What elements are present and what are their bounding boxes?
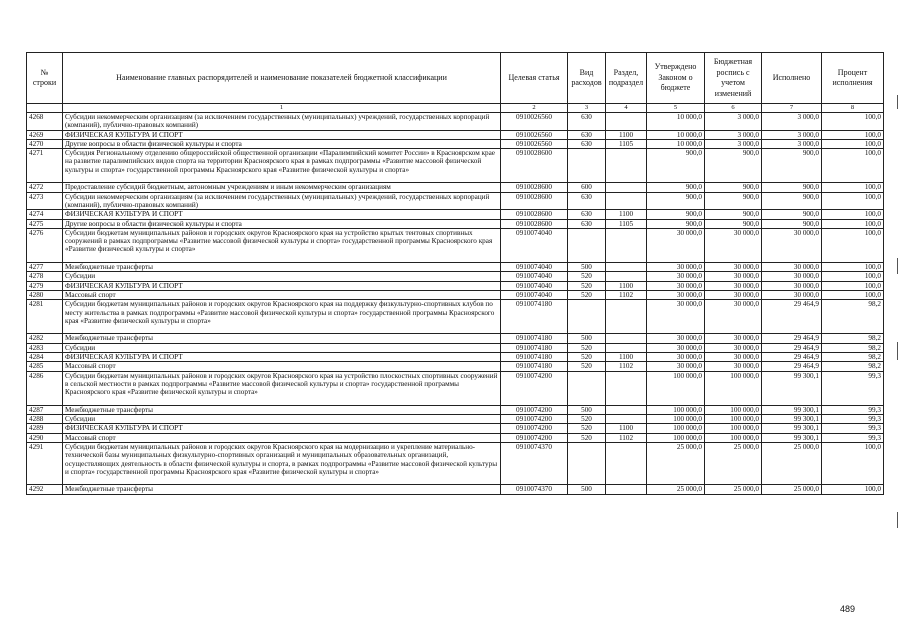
percent-cell: 100,0 xyxy=(822,281,884,290)
target-code-cell: 0910028600 xyxy=(501,192,568,210)
row-name-cell: Субсидии некоммерческим организациям (за исключением государственных (муниципальных) учреждений, государственных корпораций (компаний), публично-правовых компаний) xyxy=(63,113,501,131)
approved-amount-cell: 30 000,0 xyxy=(647,300,705,334)
table-row xyxy=(27,362,884,371)
percent-cell: 100,0 xyxy=(822,130,884,139)
column-number: 5 xyxy=(647,104,705,113)
budget-list-amount-cell: 30 000,0 xyxy=(705,343,762,352)
approved-amount-cell: 30 000,0 xyxy=(647,272,705,281)
section-code-cell: 1100 xyxy=(606,424,647,433)
executed-amount-cell: 29 464,9 xyxy=(762,300,822,334)
row-name-cell: Субсидии xyxy=(63,415,501,424)
percent-cell: 99,3 xyxy=(822,371,884,405)
target-code-cell: 0910026560 xyxy=(501,139,568,148)
section-code-cell xyxy=(606,300,647,334)
target-code-cell: 0910028600 xyxy=(501,219,568,228)
target-code-cell: 0910074200 xyxy=(501,424,568,433)
executed-amount-cell: 3 000,0 xyxy=(762,139,822,148)
header-executed: Исполнено xyxy=(762,53,822,104)
approved-amount-cell: 100 000,0 xyxy=(647,424,705,433)
target-code-cell: 0910074200 xyxy=(501,371,568,405)
table-row xyxy=(27,192,884,210)
percent-cell: 100,0 xyxy=(822,263,884,272)
target-code-cell: 0910074200 xyxy=(501,433,568,442)
expense-type-cell: 520 xyxy=(568,290,606,299)
row-name-cell: Субсидии бюджетам муниципальных районов и городских округов Красноярского края на поддержку физкультурно-спортивных клубов по месту жительства в рамках подпрограммы «Развитие массовой физической культуры и спорта» государственной программы Красноярского края «Развитие физической культуры и спорта» xyxy=(63,300,501,334)
row-number-cell: 4290 xyxy=(27,433,63,442)
percent-cell: 100,0 xyxy=(822,139,884,148)
budget-list-amount-cell: 900,0 xyxy=(705,219,762,228)
budget-list-amount-cell: 25 000,0 xyxy=(705,442,762,485)
row-number-cell: 4274 xyxy=(27,210,63,219)
margin-mark xyxy=(897,342,898,360)
table-row xyxy=(27,290,884,299)
target-code-cell: 0910028600 xyxy=(501,210,568,219)
section-code-cell xyxy=(606,485,647,494)
budget-list-amount-cell: 30 000,0 xyxy=(705,281,762,290)
percent-cell: 100,0 xyxy=(822,113,884,131)
expense-type-cell: 500 xyxy=(568,334,606,343)
section-code-cell: 1105 xyxy=(606,139,647,148)
executed-amount-cell: 30 000,0 xyxy=(762,281,822,290)
budget-list-amount-cell: 25 000,0 xyxy=(705,485,762,494)
header-name: Наименование главных распорядителей и наименование показателей бюджетной классификации xyxy=(63,53,501,104)
row-number-cell: 4285 xyxy=(27,362,63,371)
approved-amount-cell: 30 000,0 xyxy=(647,228,705,262)
expense-type-cell: 520 xyxy=(568,433,606,442)
row-number-cell: 4278 xyxy=(27,272,63,281)
budget-list-amount-cell: 900,0 xyxy=(705,192,762,210)
percent-cell: 99,3 xyxy=(822,415,884,424)
section-code-cell: 1100 xyxy=(606,130,647,139)
section-code-cell xyxy=(606,405,647,414)
percent-cell: 100,0 xyxy=(822,485,884,494)
row-number-cell: 4292 xyxy=(27,485,63,494)
row-number-cell: 4269 xyxy=(27,130,63,139)
budget-list-amount-cell: 100 000,0 xyxy=(705,371,762,405)
table-row xyxy=(27,334,884,343)
section-code-cell: 1105 xyxy=(606,219,647,228)
column-number: 6 xyxy=(705,104,762,113)
approved-amount-cell: 900,0 xyxy=(647,149,705,183)
column-number: 2 xyxy=(501,104,568,113)
percent-cell: 100,0 xyxy=(822,219,884,228)
row-name-cell: Субсидии xyxy=(63,343,501,352)
row-number-cell: 4289 xyxy=(27,424,63,433)
approved-amount-cell: 30 000,0 xyxy=(647,263,705,272)
executed-amount-cell: 900,0 xyxy=(762,183,822,192)
section-code-cell xyxy=(606,442,647,485)
budget-list-amount-cell: 30 000,0 xyxy=(705,362,762,371)
executed-amount-cell: 900,0 xyxy=(762,192,822,210)
budget-list-amount-cell: 100 000,0 xyxy=(705,405,762,414)
column-number: 7 xyxy=(762,104,822,113)
target-code-cell: 0910026560 xyxy=(501,130,568,139)
table-row xyxy=(27,139,884,148)
percent-cell: 100,0 xyxy=(822,228,884,262)
row-name-cell: ФИЗИЧЕСКАЯ КУЛЬТУРА И СПОРТ xyxy=(63,130,501,139)
page-number: 489 xyxy=(840,604,856,614)
table-row xyxy=(27,485,884,494)
executed-amount-cell: 29 464,9 xyxy=(762,353,822,362)
row-name-cell: Межбюджетные трансферты xyxy=(63,334,501,343)
executed-amount-cell: 3 000,0 xyxy=(762,113,822,131)
header-budget-list: Бюджетная роспись с учетом изменений xyxy=(705,53,762,104)
header-section: Раздел, подраздел xyxy=(606,53,647,104)
approved-amount-cell: 30 000,0 xyxy=(647,281,705,290)
percent-cell: 100,0 xyxy=(822,442,884,485)
target-code-cell: 0910074180 xyxy=(501,353,568,362)
target-code-cell: 0910074180 xyxy=(501,343,568,352)
target-code-cell: 0910074040 xyxy=(501,281,568,290)
expense-type-cell xyxy=(568,442,606,485)
section-code-cell xyxy=(606,228,647,262)
executed-amount-cell: 25 000,0 xyxy=(762,485,822,494)
approved-amount-cell: 100 000,0 xyxy=(647,415,705,424)
expense-type-cell: 600 xyxy=(568,183,606,192)
budget-list-amount-cell: 30 000,0 xyxy=(705,272,762,281)
row-name-cell: Массовый спорт xyxy=(63,362,501,371)
expense-type-cell xyxy=(568,149,606,183)
percent-cell: 100,0 xyxy=(822,272,884,281)
executed-amount-cell: 29 464,9 xyxy=(762,334,822,343)
expense-type-cell: 630 xyxy=(568,139,606,148)
row-number-cell: 4268 xyxy=(27,113,63,131)
approved-amount-cell: 30 000,0 xyxy=(647,353,705,362)
column-number: 4 xyxy=(606,104,647,113)
table-row xyxy=(27,442,884,485)
percent-cell: 98,2 xyxy=(822,300,884,334)
budget-list-amount-cell: 30 000,0 xyxy=(705,334,762,343)
header-row-no: № строки xyxy=(27,53,63,104)
budget-list-amount-cell: 3 000,0 xyxy=(705,113,762,131)
table-row xyxy=(27,228,884,262)
row-name-cell: Субсидии бюджетам муниципальных районов и городских округов Красноярского края на модернизацию и укрепление материально-технической базы муниципальных физкультурно-спортивных организаций и муниципальных образовательных организаций, осуществляющих деятельность в области физической культуры и спорта, в рамках подпрограммы «Развитие массовой физической культуры и спорта» государственной программы Красноярского края «Развитие физической культуры и спорта» xyxy=(63,442,501,485)
row-name-cell: Субсидии бюджетам муниципальных районов и городских округов Красноярского края на устройство крытых тентовых спортивных сооружений в рамках подпрограммы «Развитие массовой физической культуры и спорта» государственной программы Красноярского края «Развитие физической культуры и спорта» xyxy=(63,228,501,262)
executed-amount-cell: 99 300,1 xyxy=(762,415,822,424)
expense-type-cell: 520 xyxy=(568,362,606,371)
target-code-cell: 0910074200 xyxy=(501,415,568,424)
executed-amount-cell: 99 300,1 xyxy=(762,433,822,442)
approved-amount-cell: 900,0 xyxy=(647,219,705,228)
approved-amount-cell: 100 000,0 xyxy=(647,405,705,414)
table-header-row xyxy=(27,53,884,104)
column-number: 1 xyxy=(63,104,501,113)
executed-amount-cell: 99 300,1 xyxy=(762,371,822,405)
row-number-cell: 4277 xyxy=(27,263,63,272)
section-code-cell xyxy=(606,192,647,210)
target-code-cell: 0910028600 xyxy=(501,149,568,183)
budget-list-amount-cell: 30 000,0 xyxy=(705,300,762,334)
executed-amount-cell: 25 000,0 xyxy=(762,442,822,485)
expense-type-cell xyxy=(568,300,606,334)
margin-mark xyxy=(897,512,898,528)
header-percent: Процент исполнения xyxy=(822,53,884,104)
row-name-cell: Другие вопросы в области физической культуры и спорта xyxy=(63,139,501,148)
approved-amount-cell: 900,0 xyxy=(647,192,705,210)
approved-amount-cell: 30 000,0 xyxy=(647,362,705,371)
target-code-cell: 0910074370 xyxy=(501,442,568,485)
expense-type-cell: 630 xyxy=(568,219,606,228)
percent-cell: 99,3 xyxy=(822,405,884,414)
approved-amount-cell: 100 000,0 xyxy=(647,433,705,442)
target-code-cell: 0910074200 xyxy=(501,405,568,414)
table-row xyxy=(27,113,884,131)
approved-amount-cell: 100 000,0 xyxy=(647,371,705,405)
section-code-cell: 1100 xyxy=(606,353,647,362)
target-code-cell: 0910074040 xyxy=(501,272,568,281)
section-code-cell xyxy=(606,334,647,343)
target-code-cell: 0910074180 xyxy=(501,334,568,343)
budget-table xyxy=(26,52,884,495)
table-row xyxy=(27,281,884,290)
executed-amount-cell: 30 000,0 xyxy=(762,272,822,281)
column-number-row xyxy=(27,104,884,113)
approved-amount-cell: 900,0 xyxy=(647,210,705,219)
table-row xyxy=(27,272,884,281)
executed-amount-cell: 900,0 xyxy=(762,210,822,219)
table-row xyxy=(27,371,884,405)
row-number-cell: 4271 xyxy=(27,149,63,183)
percent-cell: 100,0 xyxy=(822,149,884,183)
table-body xyxy=(27,113,884,495)
row-number-cell: 4287 xyxy=(27,405,63,414)
section-code-cell xyxy=(606,183,647,192)
row-number-cell: 4288 xyxy=(27,415,63,424)
table-row xyxy=(27,210,884,219)
budget-list-amount-cell: 30 000,0 xyxy=(705,228,762,262)
row-name-cell: ФИЗИЧЕСКАЯ КУЛЬТУРА И СПОРТ xyxy=(63,353,501,362)
row-number-cell: 4280 xyxy=(27,290,63,299)
approved-amount-cell: 30 000,0 xyxy=(647,343,705,352)
section-code-cell: 1102 xyxy=(606,362,647,371)
expense-type-cell: 630 xyxy=(568,192,606,210)
executed-amount-cell: 29 464,9 xyxy=(762,362,822,371)
row-name-cell: Межбюджетные трансферты xyxy=(63,405,501,414)
executed-amount-cell: 99 300,1 xyxy=(762,424,822,433)
target-code-cell: 0910026560 xyxy=(501,113,568,131)
row-number-cell: 4273 xyxy=(27,192,63,210)
executed-amount-cell: 30 000,0 xyxy=(762,263,822,272)
target-code-cell: 0910074040 xyxy=(501,228,568,262)
budget-list-amount-cell: 900,0 xyxy=(705,183,762,192)
expense-type-cell: 500 xyxy=(568,263,606,272)
row-number-cell: 4286 xyxy=(27,371,63,405)
expense-type-cell: 630 xyxy=(568,130,606,139)
row-number-cell: 4270 xyxy=(27,139,63,148)
row-number-cell: 4276 xyxy=(27,228,63,262)
header-type: Вид расходов xyxy=(568,53,606,104)
row-name-cell: Межбюджетные трансферты xyxy=(63,263,501,272)
row-number-cell: 4283 xyxy=(27,343,63,352)
row-name-cell: Межбюджетные трансферты xyxy=(63,485,501,494)
row-name-cell: ФИЗИЧЕСКАЯ КУЛЬТУРА И СПОРТ xyxy=(63,281,501,290)
row-name-cell: ФИЗИЧЕСКАЯ КУЛЬТУРА И СПОРТ xyxy=(63,424,501,433)
header-target: Целевая статья xyxy=(501,53,568,104)
budget-list-amount-cell: 30 000,0 xyxy=(705,353,762,362)
table-row xyxy=(27,343,884,352)
row-number-cell: 4291 xyxy=(27,442,63,485)
budget-list-amount-cell: 30 000,0 xyxy=(705,263,762,272)
budget-list-amount-cell: 3 000,0 xyxy=(705,139,762,148)
budget-list-amount-cell: 900,0 xyxy=(705,149,762,183)
row-name-cell: Субсидии бюджетам муниципальных районов и городских округов Красноярского края на устройство плоскостных спортивных сооружений в сельской местности в рамках подпрограммы «Развитие массовой физической культуры и спорта» государственной программы Красноярского края «Развитие физической культуры и спорта» xyxy=(63,371,501,405)
approved-amount-cell: 10 000,0 xyxy=(647,139,705,148)
target-code-cell: 0910074370 xyxy=(501,485,568,494)
budget-list-amount-cell: 30 000,0 xyxy=(705,290,762,299)
expense-type-cell: 520 xyxy=(568,343,606,352)
target-code-cell: 0910074180 xyxy=(501,300,568,334)
budget-list-amount-cell: 900,0 xyxy=(705,210,762,219)
budget-list-amount-cell: 100 000,0 xyxy=(705,433,762,442)
row-number-cell: 4281 xyxy=(27,300,63,334)
expense-type-cell: 500 xyxy=(568,485,606,494)
percent-cell: 99,3 xyxy=(822,433,884,442)
header-approved: Утверждено Законом о бюджете xyxy=(647,53,705,104)
percent-cell: 100,0 xyxy=(822,290,884,299)
percent-cell: 98,2 xyxy=(822,334,884,343)
row-name-cell: Массовый спорт xyxy=(63,433,501,442)
row-name-cell: Массовый спорт xyxy=(63,290,501,299)
section-code-cell xyxy=(606,149,647,183)
column-number: 8 xyxy=(822,104,884,113)
margin-mark xyxy=(897,95,898,109)
executed-amount-cell: 3 000,0 xyxy=(762,130,822,139)
table-row xyxy=(27,130,884,139)
approved-amount-cell: 10 000,0 xyxy=(647,113,705,131)
section-code-cell: 1102 xyxy=(606,290,647,299)
section-code-cell: 1100 xyxy=(606,210,647,219)
expense-type-cell: 630 xyxy=(568,113,606,131)
row-name-cell: Субсидии некоммерческим организациям (за исключением государственных (муниципальных) учреждений, государственных корпораций (компаний), публично-правовых компаний) xyxy=(63,192,501,210)
executed-amount-cell: 29 464,9 xyxy=(762,343,822,352)
section-code-cell xyxy=(606,371,647,405)
row-name-cell: Субсидия Региональному отделению общероссийской общественной организации «Паралимпийский комитет России» в Красноярском крае на развитие паралимпийских видов спорта на территории Красноярского края в рамках подпрограммы «Развитие массовой физической культуры и спорта» государственной программы Красноярского края «Развитие физической культуры и спорта» xyxy=(63,149,501,183)
budget-list-amount-cell: 100 000,0 xyxy=(705,424,762,433)
approved-amount-cell: 25 000,0 xyxy=(647,485,705,494)
column-number: 3 xyxy=(568,104,606,113)
budget-list-amount-cell: 3 000,0 xyxy=(705,130,762,139)
table-row xyxy=(27,183,884,192)
budget-list-amount-cell: 100 000,0 xyxy=(705,415,762,424)
table-row xyxy=(27,415,884,424)
target-code-cell: 0910074040 xyxy=(501,263,568,272)
table-row xyxy=(27,353,884,362)
section-code-cell xyxy=(606,415,647,424)
approved-amount-cell: 30 000,0 xyxy=(647,290,705,299)
executed-amount-cell: 900,0 xyxy=(762,149,822,183)
executed-amount-cell: 30 000,0 xyxy=(762,228,822,262)
row-number-cell: 4275 xyxy=(27,219,63,228)
expense-type-cell: 520 xyxy=(568,415,606,424)
row-number-cell: 4284 xyxy=(27,353,63,362)
approved-amount-cell: 25 000,0 xyxy=(647,442,705,485)
target-code-cell: 0910074180 xyxy=(501,362,568,371)
percent-cell: 98,2 xyxy=(822,343,884,352)
row-name-cell: ФИЗИЧЕСКАЯ КУЛЬТУРА И СПОРТ xyxy=(63,210,501,219)
row-name-cell: Другие вопросы в области физической культуры и спорта xyxy=(63,219,501,228)
row-number-cell: 4272 xyxy=(27,183,63,192)
target-code-cell: 0910028600 xyxy=(501,183,568,192)
row-number-cell: 4282 xyxy=(27,334,63,343)
section-code-cell xyxy=(606,343,647,352)
table-row xyxy=(27,433,884,442)
percent-cell: 98,2 xyxy=(822,362,884,371)
row-name-cell: Предоставление субсидий бюджетным, автономным учреждениям и иным некоммерческим организациям xyxy=(63,183,501,192)
executed-amount-cell: 30 000,0 xyxy=(762,290,822,299)
margin-mark xyxy=(897,258,898,274)
row-name-cell: Субсидии xyxy=(63,272,501,281)
percent-cell: 100,0 xyxy=(822,210,884,219)
table-row xyxy=(27,405,884,414)
percent-cell: 98,2 xyxy=(822,353,884,362)
approved-amount-cell: 10 000,0 xyxy=(647,130,705,139)
section-code-cell: 1102 xyxy=(606,433,647,442)
row-number-cell: 4279 xyxy=(27,281,63,290)
table-row xyxy=(27,263,884,272)
expense-type-cell: 630 xyxy=(568,210,606,219)
expense-type-cell: 500 xyxy=(568,405,606,414)
section-code-cell xyxy=(606,113,647,131)
column-number xyxy=(27,104,63,113)
percent-cell: 100,0 xyxy=(822,183,884,192)
expense-type-cell xyxy=(568,371,606,405)
approved-amount-cell: 30 000,0 xyxy=(647,334,705,343)
approved-amount-cell: 900,0 xyxy=(647,183,705,192)
expense-type-cell xyxy=(568,228,606,262)
table-row xyxy=(27,300,884,334)
table-row xyxy=(27,149,884,183)
section-code-cell: 1100 xyxy=(606,281,647,290)
expense-type-cell: 520 xyxy=(568,353,606,362)
table-row xyxy=(27,424,884,433)
section-code-cell xyxy=(606,272,647,281)
executed-amount-cell: 99 300,1 xyxy=(762,405,822,414)
percent-cell: 100,0 xyxy=(822,192,884,210)
expense-type-cell: 520 xyxy=(568,424,606,433)
executed-amount-cell: 900,0 xyxy=(762,219,822,228)
expense-type-cell: 520 xyxy=(568,281,606,290)
percent-cell: 99,3 xyxy=(822,424,884,433)
expense-type-cell: 520 xyxy=(568,272,606,281)
section-code-cell xyxy=(606,263,647,272)
target-code-cell: 0910074040 xyxy=(501,290,568,299)
table-row xyxy=(27,219,884,228)
